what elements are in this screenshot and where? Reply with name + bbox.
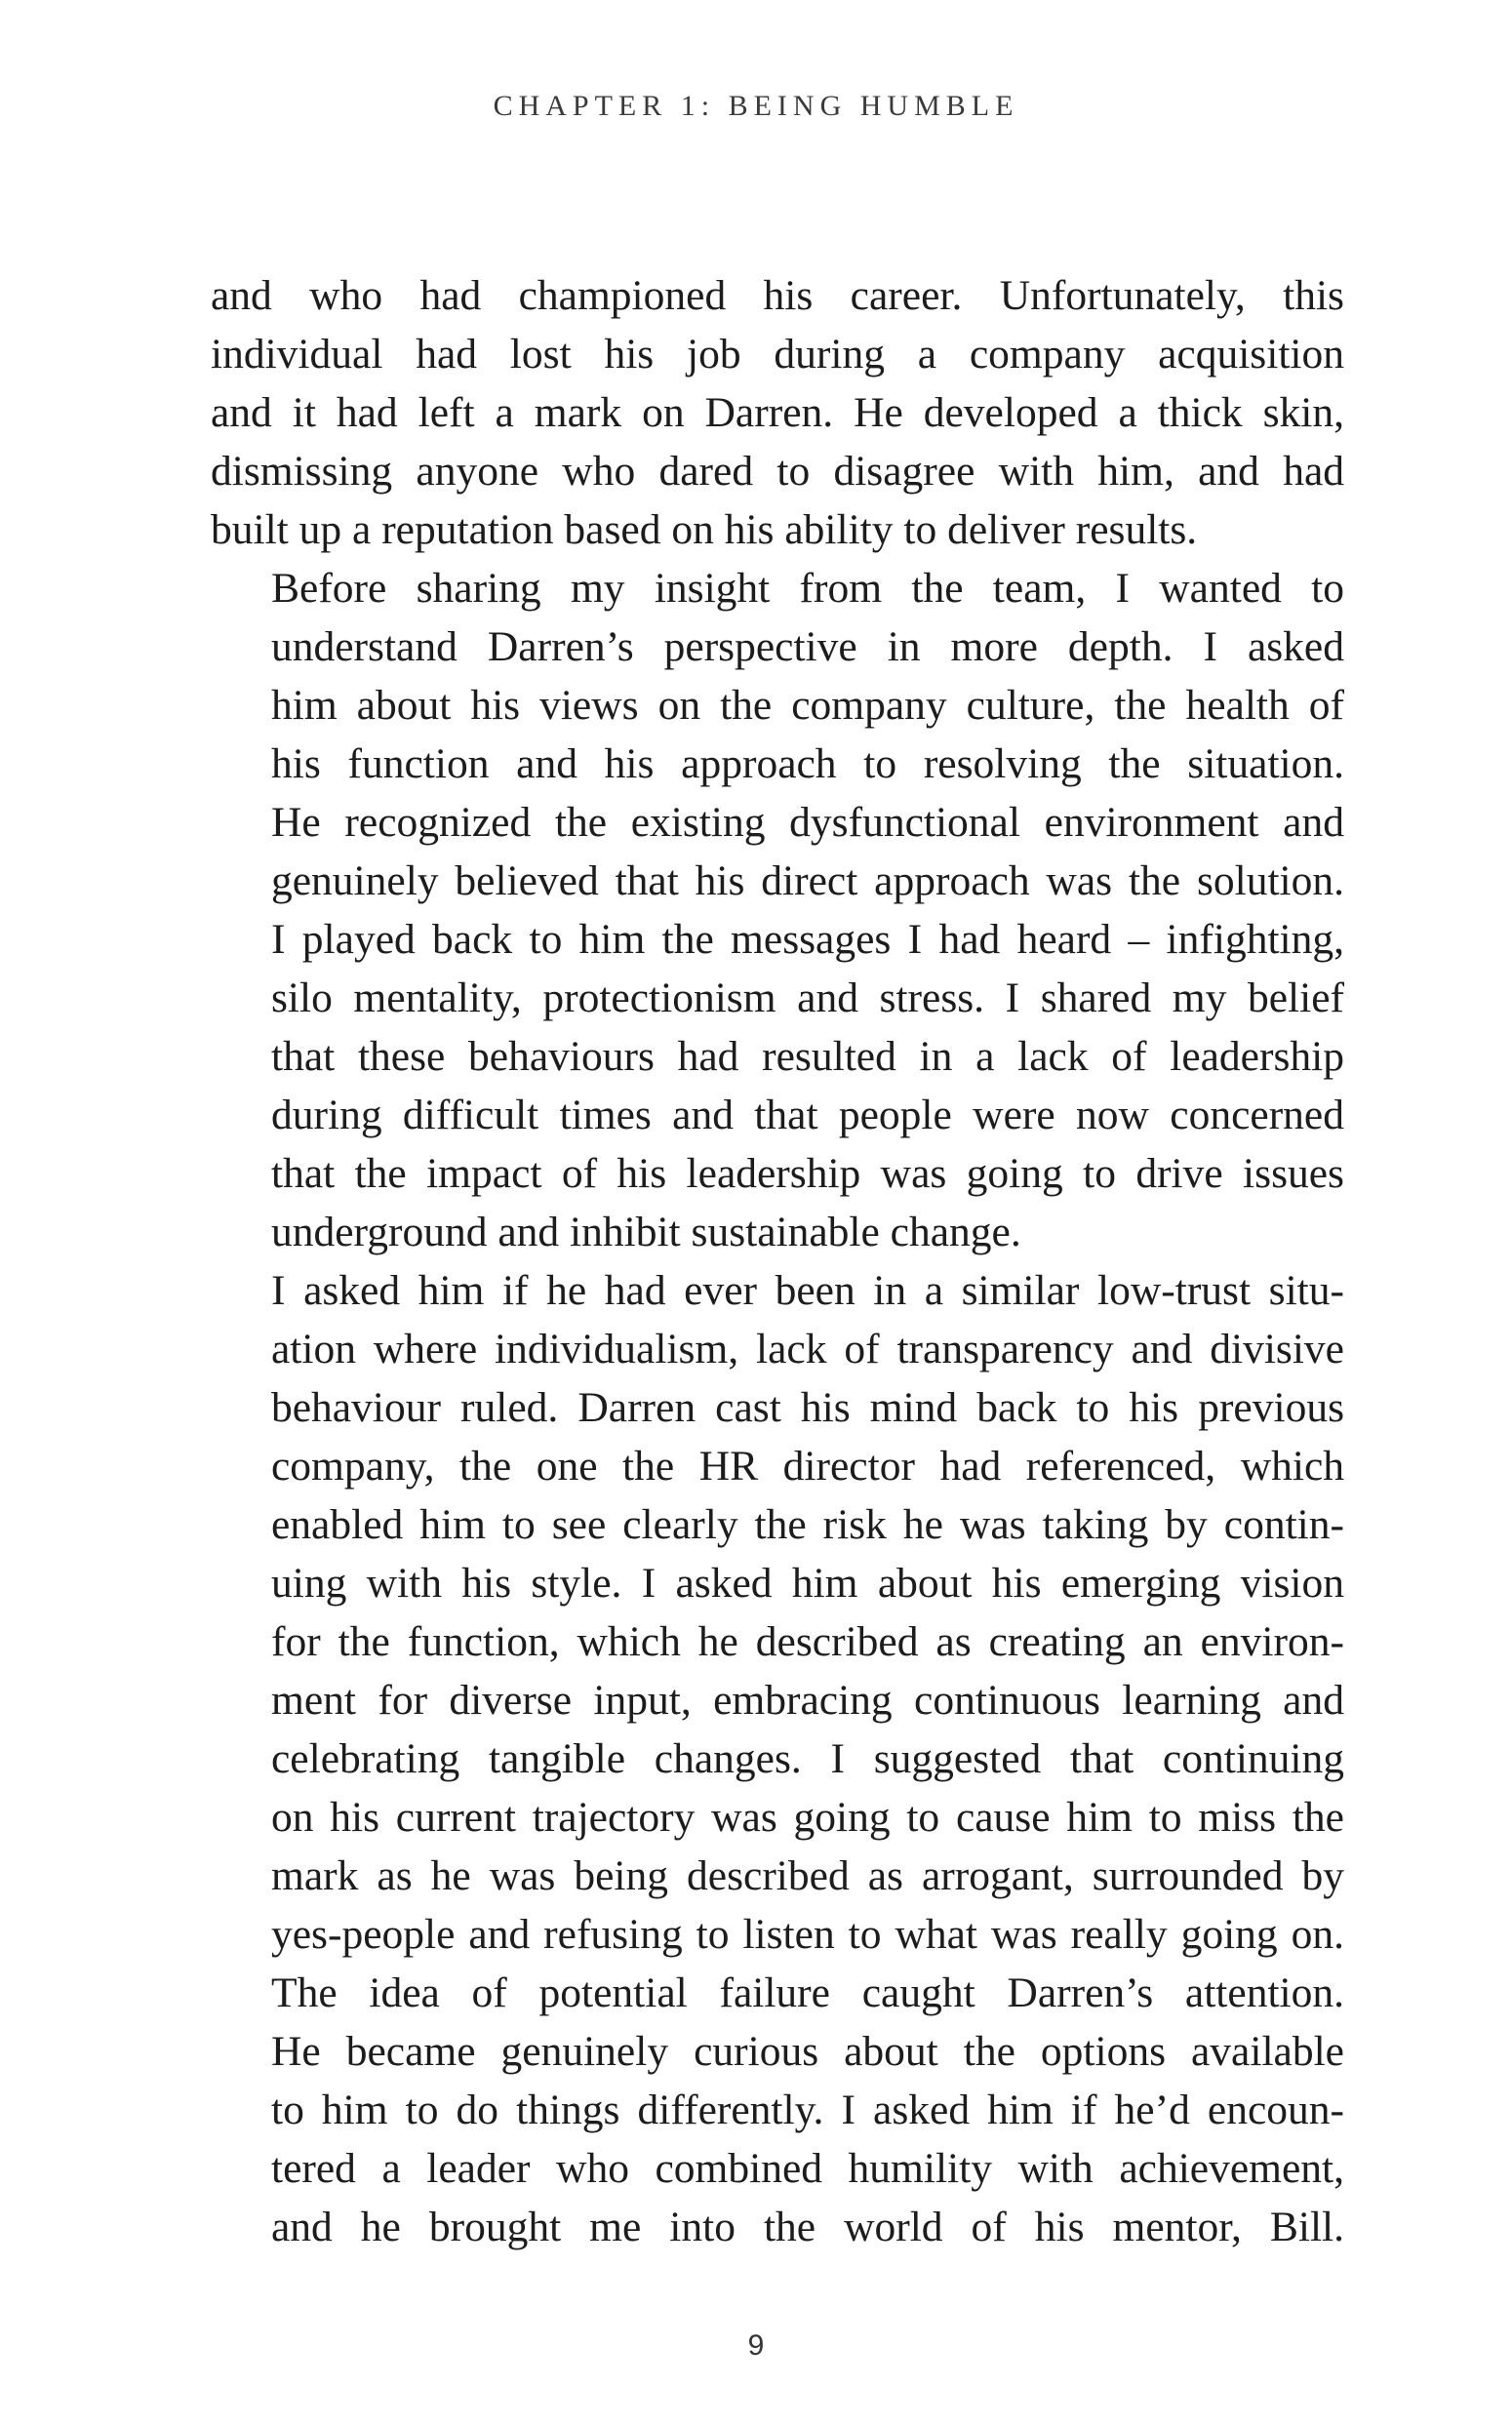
text-line: that these behaviours had resulted in a lack of leadership: [271, 1033, 1344, 1080]
text-line: He became genuinely curious about the options available: [271, 2028, 1344, 2075]
text-line: understand Darren’s perspective in more depth. I asked: [271, 623, 1344, 670]
text-line: I asked him if he had ever been in a similar low-trust situ-: [271, 1267, 1344, 1314]
text-line: behaviour ruled. Darren cast his mind back to his previous: [271, 1384, 1344, 1431]
text-line: to him to do things differently. I asked him if he’d encoun-: [271, 2087, 1344, 2133]
text-line: and it had left a mark on Darren. He developed a thick skin,: [211, 389, 1344, 436]
text-line: underground and inhibit sustainable change.: [271, 1209, 1021, 1255]
text-line: mark as he was being described as arrogant, surrounded by: [271, 1852, 1344, 1899]
text-line: The idea of potential failure caught Darren’s attention.: [271, 1969, 1344, 2016]
body-text: [211, 266, 1344, 2256]
text-line: yes-people and refusing to listen to what was really going on.: [271, 1911, 1344, 1958]
text-line: tered a leader who combined humility with achievement,: [271, 2145, 1344, 2192]
text-line: built up a reputation based on his ability to deliver results.: [211, 506, 1198, 553]
text-line: silo mentality, protectionism and stress. I shared my belief: [271, 974, 1344, 1021]
paragraph-3: [211, 1261, 1344, 1964]
text-line: genuinely believed that his direct approach was the solution.: [271, 857, 1344, 904]
paragraph-2: [211, 559, 1344, 1261]
text-line: his function and his approach to resolving the situation.: [271, 740, 1344, 787]
text-line: Before sharing my insight from the team, I wanted to: [271, 565, 1344, 612]
text-line: He recognized the existing dysfunctional environment and: [271, 799, 1344, 846]
text-line: him about his views on the company culture, the health of: [271, 682, 1344, 729]
text-line: ation where individualism, lack of transparency and divisive: [271, 1326, 1344, 1372]
text-line: company, the one the HR director had referenced, which: [271, 1443, 1344, 1490]
page-number: 9: [747, 2329, 765, 2362]
text-line: dismissing anyone who dared to disagree with him, and had: [211, 448, 1344, 495]
text-line: and who had championed his career. Unfortunately, this: [211, 272, 1344, 319]
paragraph-1: [211, 266, 1344, 559]
text-line: individual had lost his job during a company acquisition: [211, 331, 1344, 378]
text-line: ment for diverse input, embracing continuous learning and: [271, 1677, 1344, 1724]
text-line: that the impact of his leadership was going to drive issues: [271, 1150, 1344, 1197]
text-line: uing with his style. I asked him about his emerging vision: [271, 1560, 1344, 1607]
text-line: enabled him to see clearly the risk he was taking by contin-: [271, 1501, 1344, 1548]
text-line: for the function, which he described as creating an environ-: [271, 1618, 1344, 1665]
text-line: I played back to him the messages I had heard – infighting,: [271, 916, 1344, 963]
running-head: CHAPTER 1: BEING HUMBLE: [493, 90, 1019, 122]
text-line: on his current trajectory was going to cause him to miss the: [271, 1794, 1344, 1841]
text-line: and he brought me into the world of his mentor, Bill.: [271, 2204, 1344, 2250]
paragraph-4: [211, 1964, 1344, 2256]
text-line: celebrating tangible changes. I suggested that continuing: [271, 1735, 1344, 1782]
text-line: during difficult times and that people were now concerned: [271, 1092, 1344, 1138]
